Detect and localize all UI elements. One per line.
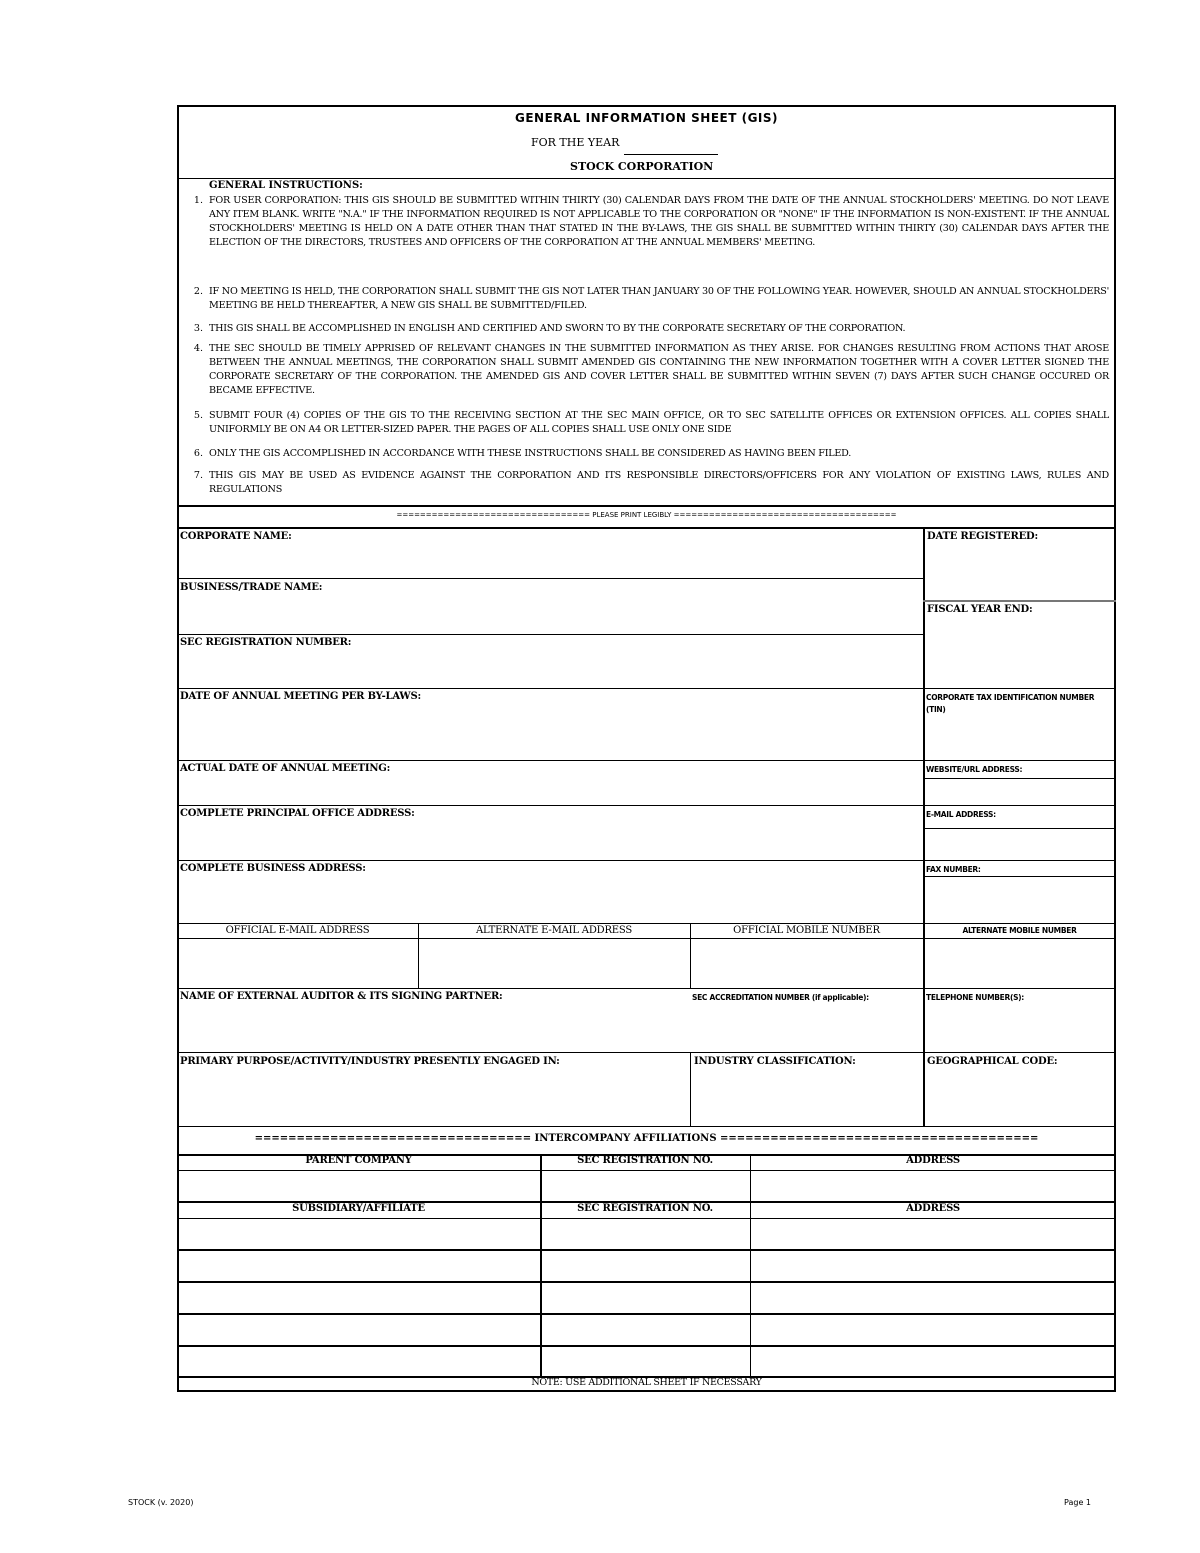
col-line bbox=[750, 1154, 751, 1376]
instruction-item: IF NO MEETING IS HELD, THE CORPORATION SHALL SUBMIT THE GIS NOT LATER THAN JANUARY 30 OF THE FOLLOWING YEAR. HOWEVER, SHOULD AN ANNUAL STOCKHOLDERS' MEETING BE HELD THEREAFTER, A NEW GIS SHALL BE SUBMITTED/FILED. bbox=[209, 286, 1109, 311]
sec-accreditation-label: SEC ACCREDITATION NUMBER (if applicable): bbox=[692, 993, 869, 1002]
row-line bbox=[923, 760, 1116, 761]
row-line bbox=[177, 634, 923, 635]
instruction-item: THIS GIS SHALL BE ACCOMPLISHED IN ENGLISH AND CERTIFIED AND SWORN TO BY THE CORPORATE SECRETARY OF THE CORPORATION. bbox=[209, 323, 906, 334]
for-the-year-label: FOR THE YEAR bbox=[531, 136, 620, 149]
row-line bbox=[923, 600, 1116, 602]
row-line bbox=[177, 805, 923, 806]
email-address-label: E-MAIL ADDRESS: bbox=[926, 810, 996, 819]
subsidiary-header: SUBSIDIARY/AFFILIATE bbox=[292, 1203, 425, 1214]
row-line bbox=[923, 828, 1116, 829]
instruction-item: SUBMIT FOUR (4) COPIES OF THE GIS TO THE RECEIVING SECTION AT THE SEC MAIN OFFICE, OR TO SEC SATELLITE OFFICES OR EXTENSION OFFICES. ALL COPIES SHALL UNIFORMLY BE ON A4 OR LETTER-SIZED PAPER. THE PAGES OF ALL COPIES SHALL USE ONLY ONE SIDE bbox=[209, 410, 1109, 435]
row-line bbox=[923, 805, 1116, 806]
instruction-item: ONLY THE GIS ACCOMPLISHED IN ACCORDANCE WITH THESE INSTRUCTIONS SHALL BE CONSIDERED AS HAVING BEEN FILED. bbox=[209, 448, 852, 459]
additional-sheet-note: NOTE: USE ADDITIONAL SHEET IF NECESSARY bbox=[531, 1377, 762, 1388]
instruction-item: THE SEC SHOULD BE TIMELY APPRISED OF RELEVANT CHANGES IN THE SUBMITTED INFORMATION AS THEY ARISE. FOR CHANGES RESULTING FROM ACTIONS THAT AROSE BETWEEN THE ANNUAL MEETINGS, THE CORPORATION SHALL SUBMIT AMENDED GIS CONTAINING THE NEW INFORMATION TOGETHER WITH A COVER LETTER SIGNED THE CORPORATE SECRETARY OF THE CORPORATION. THE AMENDED GIS AND COVER LETTER SHALL BE SUBMITTED WITHIN SEVEN (7) DAYS AFTER SUCH CHANGE OCCURED OR BECAME EFFECTIVE. bbox=[209, 343, 1109, 396]
alternate-email-label: ALTERNATE E-MAIL ADDRESS bbox=[475, 925, 633, 936]
row-line bbox=[177, 1249, 1116, 1251]
instruction-number: 1. bbox=[193, 195, 203, 206]
row-line bbox=[923, 876, 1116, 877]
instruction-item: FOR USER CORPORATION: THIS GIS SHOULD BE SUBMITTED WITHIN THIRTY (30) CALENDAR DAYS FROM THE DATE OF THE ANNUAL STOCKHOLDERS' MEETING. DO NOT LEAVE ANY ITEM BLANK. WRITE "N.A." IF THE INFORMATION REQUIRED IS NOT APPLICABLE TO THE CORPORATION OR "NONE" IF THE INFORMATION IS NON-EXISTENT. IF THE ANNUAL STOCKHOLDERS' MEETING IS HELD ON A DATE OTHER THAN THAT STATED IN THE BY-LAWS, THE GIS SHALL BE SUBMITTED WITHIN THIRTY (30) CALENDAR DAYS AFTER THE ELECTION OF THE DIRECTORS, TRUSTEES AND OFFICERS OF THE CORPORATION AT THE ANNUAL MEMBERS' MEETING. bbox=[209, 195, 1109, 248]
header-divider bbox=[177, 178, 1116, 179]
banner-divider bbox=[177, 527, 1116, 529]
row-line bbox=[177, 988, 923, 989]
parent-company-header: PARENT COMPANY bbox=[305, 1155, 412, 1166]
instruction-number: 3. bbox=[193, 323, 203, 334]
telephone-numbers-label: TELEPHONE NUMBER(S): bbox=[926, 993, 1025, 1002]
row-line bbox=[177, 1345, 1116, 1347]
page-number: Page 1 bbox=[1064, 1498, 1091, 1507]
business-address-label: COMPLETE BUSINESS ADDRESS: bbox=[180, 863, 366, 874]
instruction-number: 5. bbox=[193, 410, 203, 421]
row-line bbox=[177, 760, 923, 761]
intercompany-affiliations-banner: ================================= INTERCOMPANY AFFILIATIONS ====================================== bbox=[254, 1133, 1039, 1144]
address-header: ADDRESS bbox=[906, 1155, 960, 1166]
principal-office-address-label: COMPLETE PRINCIPAL OFFICE ADDRESS: bbox=[180, 808, 415, 819]
fiscal-year-end-label: FISCAL YEAR END: bbox=[927, 604, 1033, 615]
form-version: STOCK (v. 2020) bbox=[128, 1498, 194, 1507]
row-line bbox=[177, 1170, 1116, 1171]
col-line bbox=[690, 1052, 691, 1126]
instruction-item: THIS GIS MAY BE USED AS EVIDENCE AGAINST THE CORPORATION AND ITS RESPONSIBLE DIRECTORS/OFFICERS FOR ANY VIOLATION OF EXISTING LAWS, RULES AND REGULATIONS bbox=[209, 470, 1109, 495]
instruction-number: 7. bbox=[193, 470, 203, 481]
official-email-label: OFFICIAL E-MAIL ADDRESS bbox=[225, 925, 370, 936]
row-line bbox=[177, 578, 923, 579]
official-mobile-label: OFFICIAL MOBILE NUMBER bbox=[733, 925, 880, 936]
corporate-tin-label: CORPORATE TAX IDENTIFICATION NUMBER (TIN) bbox=[926, 693, 1095, 714]
alternate-mobile-label: ALTERNATE MOBILE NUMBER bbox=[962, 926, 1077, 935]
actual-meeting-date-label: ACTUAL DATE OF ANNUAL MEETING: bbox=[180, 763, 391, 774]
annual-meeting-bylaws-label: DATE OF ANNUAL MEETING PER BY-LAWS: bbox=[180, 691, 421, 702]
instructions-heading: GENERAL INSTRUCTIONS: bbox=[209, 180, 363, 191]
row-line bbox=[923, 923, 1116, 924]
sec-reg-no-header: SEC REGISTRATION NO. bbox=[577, 1155, 713, 1166]
year-underline bbox=[624, 154, 718, 155]
sec-registration-number-label: SEC REGISTRATION NUMBER: bbox=[180, 637, 352, 648]
instruction-number: 6. bbox=[193, 448, 203, 459]
fax-number-label: FAX NUMBER: bbox=[926, 865, 981, 874]
row-line bbox=[177, 923, 923, 924]
website-url-label: WEBSITE/URL ADDRESS: bbox=[926, 765, 1023, 774]
instructions-divider bbox=[177, 505, 1116, 507]
affiliations-top-line bbox=[177, 1126, 1116, 1127]
row-line bbox=[177, 688, 923, 689]
industry-classification-label: INDUSTRY CLASSIFICATION: bbox=[694, 1056, 856, 1067]
date-registered-label: DATE REGISTERED: bbox=[927, 531, 1038, 542]
row-line bbox=[923, 938, 1116, 939]
business-trade-name-label: BUSINESS/TRADE NAME: bbox=[180, 582, 323, 593]
row-line bbox=[177, 938, 923, 939]
form-title: GENERAL INFORMATION SHEET (GIS) bbox=[514, 111, 779, 125]
instruction-number: 2. bbox=[193, 286, 203, 297]
geographical-code-label: GEOGRAPHICAL CODE: bbox=[927, 1056, 1058, 1067]
row-line bbox=[177, 1052, 923, 1053]
row-line bbox=[923, 988, 1116, 989]
row-line bbox=[923, 778, 1116, 779]
row-line bbox=[177, 1313, 1116, 1315]
row-line bbox=[923, 1052, 1116, 1053]
corporate-name-label: CORPORATE NAME: bbox=[180, 531, 292, 542]
address-header-2: ADDRESS bbox=[906, 1203, 960, 1214]
row-line bbox=[177, 1218, 1116, 1219]
row-line bbox=[923, 860, 1116, 861]
external-auditor-label: NAME OF EXTERNAL AUDITOR & ITS SIGNING PARTNER: bbox=[180, 991, 503, 1002]
row-line bbox=[923, 688, 1116, 689]
print-legibly-banner: ================================= PLEASE PRINT LEGIBLY ====================================== bbox=[396, 511, 897, 519]
corporation-type: STOCK CORPORATION bbox=[570, 160, 714, 173]
instruction-number: 4. bbox=[193, 343, 203, 354]
right-column-divider bbox=[923, 527, 925, 1126]
row-line bbox=[177, 1281, 1116, 1283]
col-line bbox=[540, 1154, 542, 1376]
primary-purpose-label: PRIMARY PURPOSE/ACTIVITY/INDUSTRY PRESENTLY ENGAGED IN: bbox=[180, 1056, 560, 1067]
row-line bbox=[177, 860, 923, 861]
sec-reg-no-header-2: SEC REGISTRATION NO. bbox=[577, 1203, 713, 1214]
